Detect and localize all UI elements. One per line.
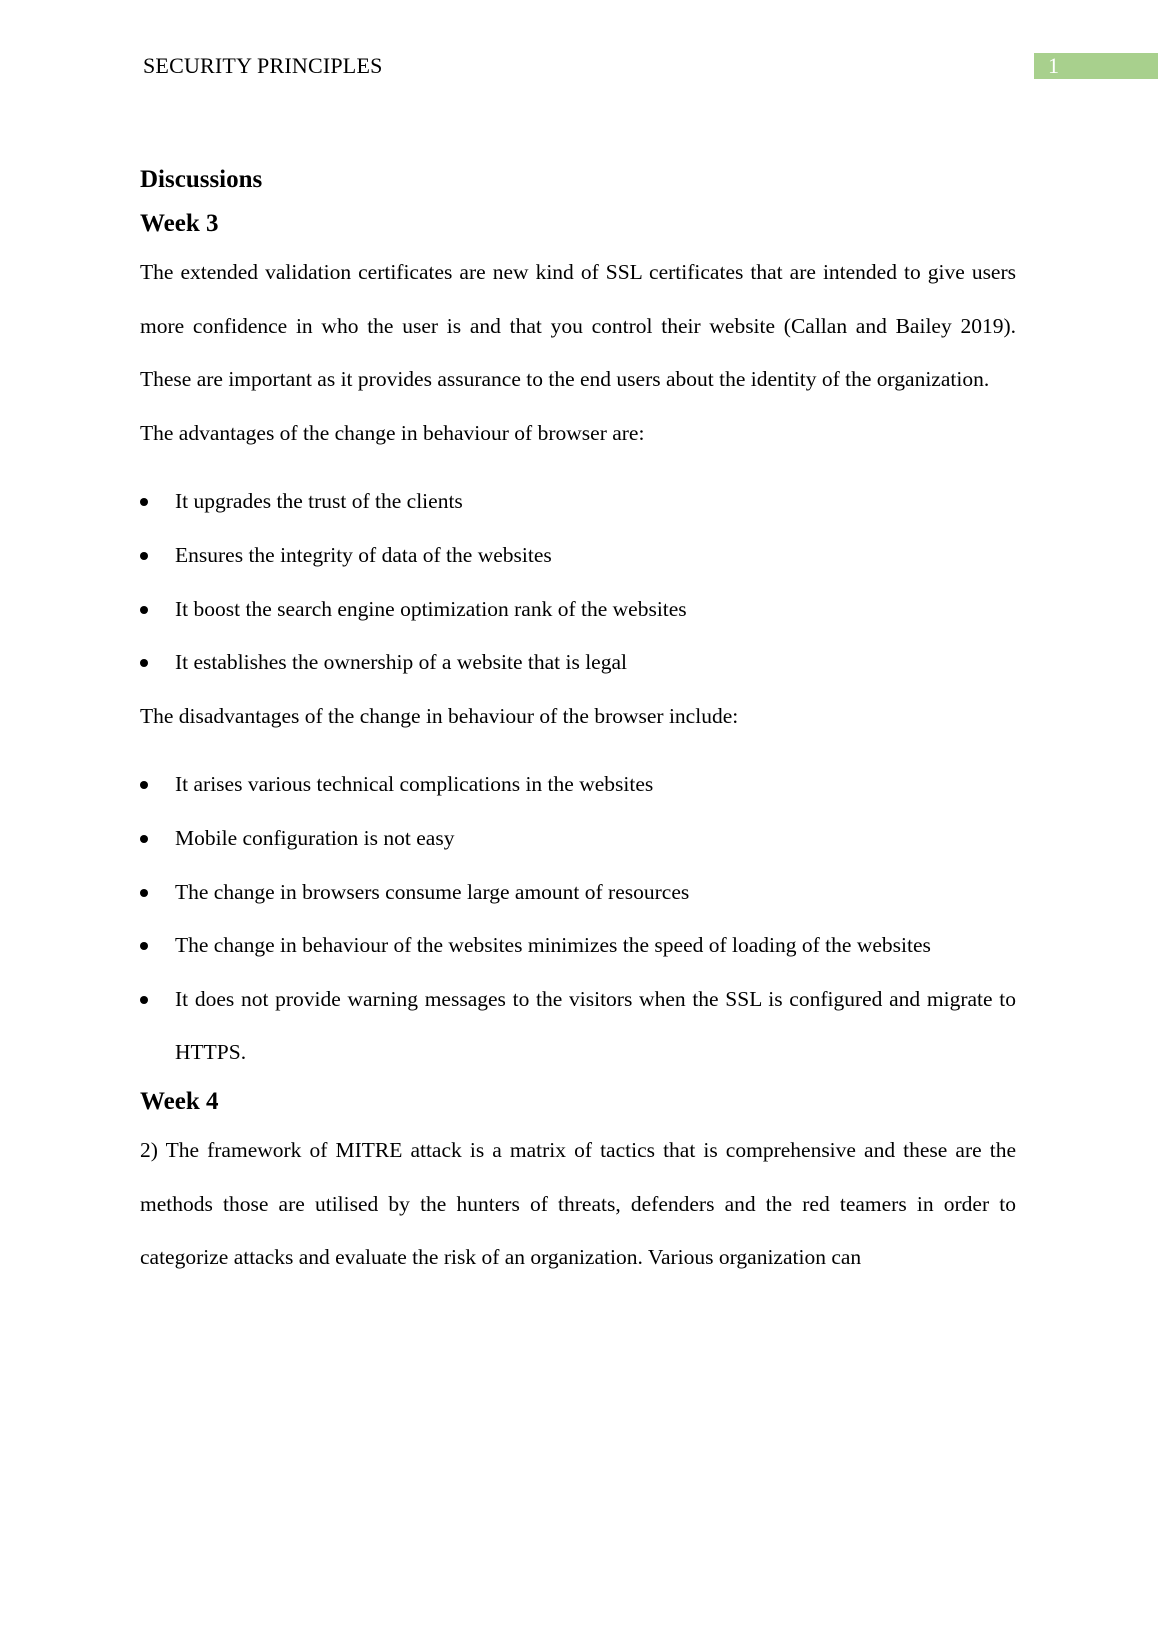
list-item — [140, 475, 1016, 529]
list-item — [140, 866, 1016, 920]
list-item-text: Ensures the integrity of data of the websites — [175, 542, 552, 567]
bullet-icon — [140, 606, 148, 614]
bullet-icon — [140, 942, 148, 950]
list-item-text: It does not provide warning messages to the visitors when the SSL is configured and migrate to HTTPS. — [175, 986, 1016, 1065]
list-item-text: The change in behaviour of the websites minimizes the speed of loading of the websites — [175, 933, 931, 958]
list-item-text: It upgrades the trust of the clients — [175, 489, 463, 514]
list-item — [140, 812, 1016, 866]
bullet-icon — [140, 659, 148, 667]
week4-heading: Week 4 — [140, 1087, 219, 1115]
bullet-icon — [140, 498, 148, 506]
list-item — [140, 583, 1016, 637]
list-item-text: Mobile configuration is not easy — [175, 825, 455, 850]
list-item-text: It establishes the ownership of a website that is legal — [175, 650, 627, 675]
list-item — [140, 636, 1016, 690]
list-item — [140, 919, 1016, 973]
list-item-text: It boost the search engine optimization rank of the websites — [175, 596, 687, 621]
list-item — [140, 758, 1016, 812]
disadvantages-intro: The disadvantages of the change in behaviour of the browser include: — [140, 703, 739, 728]
list-item-text: The change in browsers consume large amount of resources — [175, 879, 690, 904]
week3-intro-paragraph: The extended validation certificates are new kind of SSL certificates that are intended to give users more confidence in who the user is and that you control their website (Callan and Bailey 2019). These are important as it provides assurance to the end users about the identity of the organization. — [140, 260, 1016, 392]
bullet-icon — [140, 552, 148, 560]
running-header-title: SECURITY PRINCIPLES — [143, 53, 383, 78]
list-item — [140, 973, 1016, 1080]
section-heading: Discussions — [140, 166, 263, 193]
bullet-icon — [140, 996, 148, 1004]
disadvantages-list — [140, 758, 1016, 1080]
week3-heading: Week 3 — [140, 210, 219, 237]
bullet-icon — [140, 835, 148, 843]
bullet-icon — [140, 781, 148, 789]
list-item-text: It arises various technical complications in the websites — [175, 772, 654, 797]
page-number: 1 — [1048, 53, 1059, 78]
week4-paragraph: 2) The framework of MITRE attack is a matrix of tactics that is comprehensive and these are the methods those are utilised by the hunters of threats, defenders and the red teamers in order to categorize attacks and evaluate the risk of an organization. Various organization can — [140, 1137, 1016, 1270]
document-body — [140, 158, 1016, 1285]
advantages-intro: The advantages of the change in behaviour of browser are: — [140, 420, 645, 445]
page-number-badge — [1034, 53, 1158, 79]
advantages-list — [140, 475, 1016, 689]
bullet-icon — [140, 889, 148, 897]
list-item — [140, 529, 1016, 583]
